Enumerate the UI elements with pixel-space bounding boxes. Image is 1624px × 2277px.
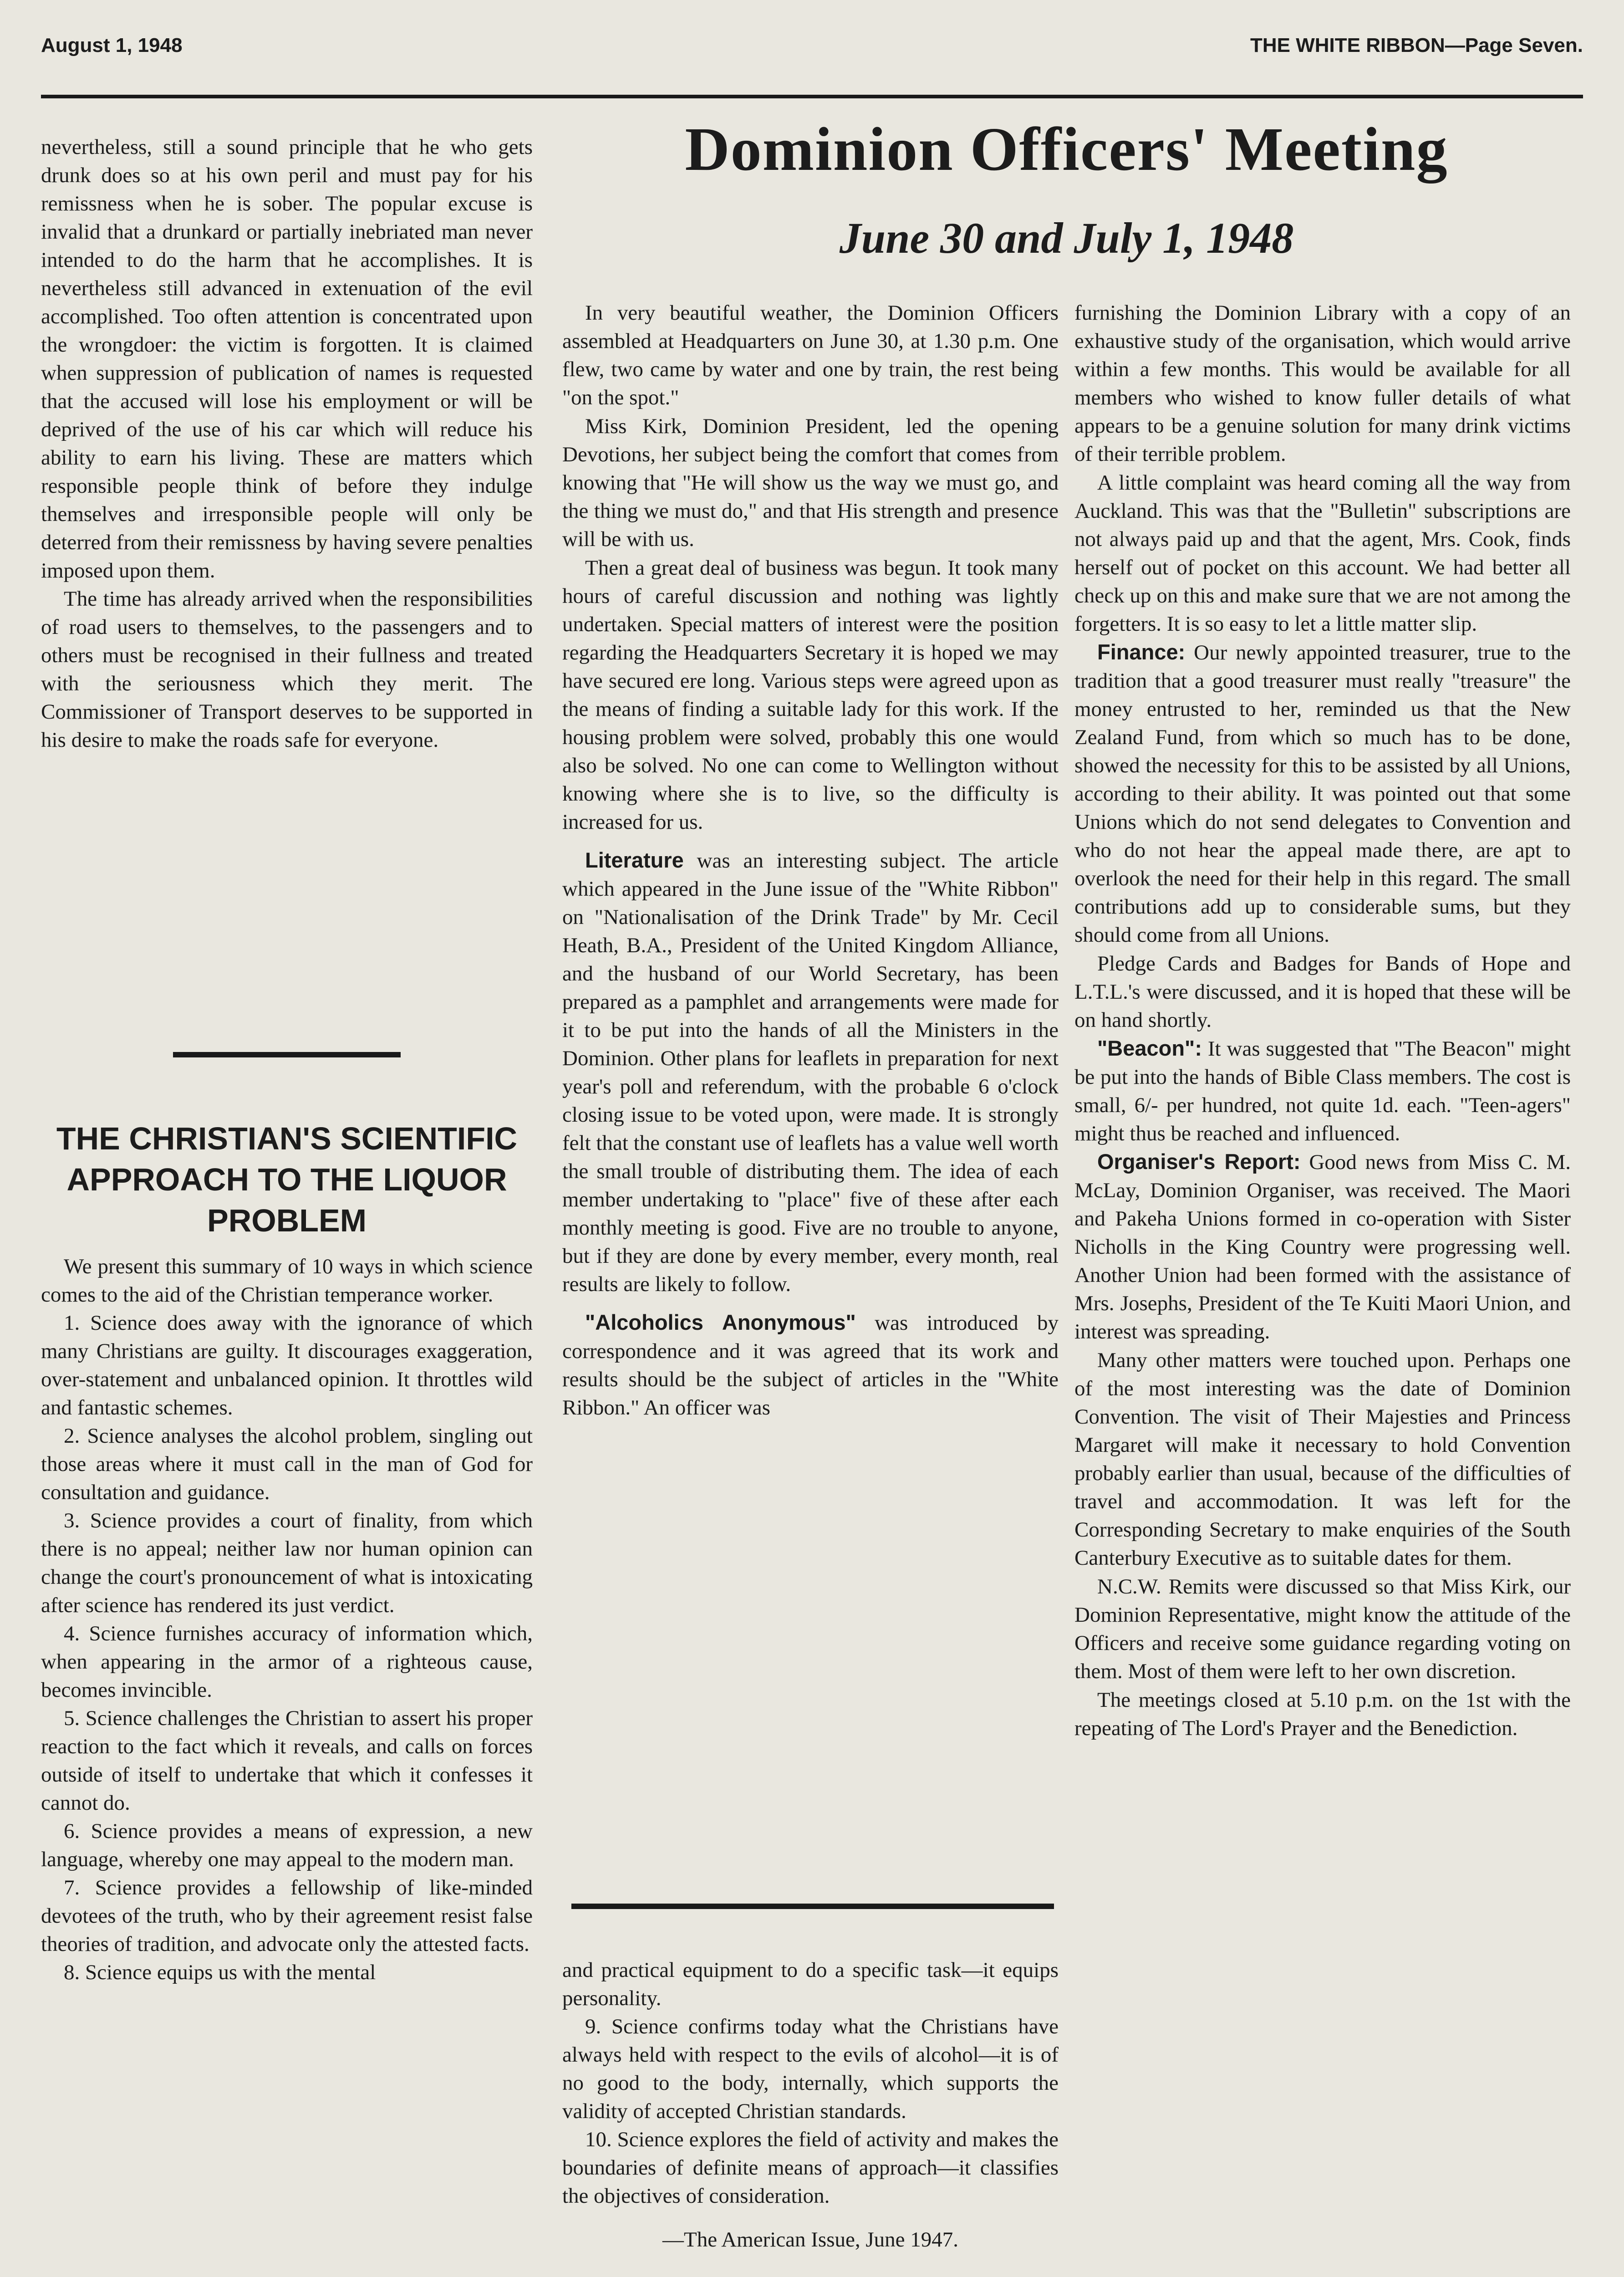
paragraph: 4. Science furnishes accuracy of information which, when appearing in the armor of a righteous cause, becomes invincible. xyxy=(41,1622,533,1702)
paragraph: 8. Science equips us with the mental xyxy=(64,1960,376,1984)
paragraph: 5. Science challenges the Christian to assert his proper reaction to the fact which it reveals, and calls on forces outside of itself to undertake that which it confesses it cannot do. xyxy=(41,1706,533,1815)
paragraph-text: Miss Kirk, Dominion President, led the opening Devotions, her subject being the comfort that comes from knowing that "He will show us the way we must go, and the thing we must do," and that His strength and presence will be with us. xyxy=(562,414,1059,551)
paragraph xyxy=(562,412,1059,553)
paragraph xyxy=(562,553,1059,836)
paragraph: 10. Science explores the field of activity and makes the boundaries of definite means of approach—it classifies the objectives of consideration. xyxy=(562,2128,1059,2208)
paragraph: nevertheless, still a sound principle that he who gets drunk does so at his own peril and must pay for his remissness when he is sober. The popular excuse is invalid that a drunkard or partially inebriated man never intended to do the harm that he accomplishes. It is nevertheless still advanced in extenuation of the evil accomplished. Too often attention is concentrated upon the wrongdoer: the victim is forgotten. It is claimed when suppression of publication of names is requested that the accused will lose his employment or will be deprived of the use of his car which will reduce his ability to earn his living. These are matters which responsible people think of before they indulge themselves and irresponsible people will only be deterred from their remissness by having severe penalties imposed upon them. xyxy=(41,135,533,582)
paragraph: and practical equipment to do a specific task—it equips personality. xyxy=(562,1958,1059,2010)
paragraph xyxy=(562,846,1059,1298)
article-title: Dominion Officers' Meeting xyxy=(685,115,1448,184)
paragraph-lead: Finance: xyxy=(1097,640,1186,664)
issue-date: August 1, 1948 xyxy=(41,34,183,56)
paragraph xyxy=(1074,1148,1571,1346)
paragraph xyxy=(1074,949,1571,1034)
paragraph: 7. Science provides a fellowship of like-minded devotees of the truth, who by their agreement resist false theories of tradition, and advocate only the attested facts. xyxy=(41,1876,533,1956)
column-2-meeting-article xyxy=(562,298,1059,1422)
paragraph-text: A little complaint was heard coming all the way from Auckland. This was that the "Bulletin" subscriptions are not always paid up and that the agent, Mrs. Cook, finds herself out of pocket on this account. We had better all check up on this and make sure that we are not among the forgetters. It is so easy to let a little matter slip. xyxy=(1074,471,1571,636)
paragraph xyxy=(1074,1346,1571,1572)
paragraph: We present this summary of 10 ways in which science comes to the aid of the Christian temperance worker. xyxy=(41,1255,533,1307)
paragraph-text: Good news from Miss C. M. McLay, Dominion Organiser, was received. The Maori and Pakeha Unions formed in co-operation with Sister Nicholls in the King Country were progressing well. Another Union had been formed with the assistance of Mrs. Josephs, President of the Te Kuiti Maori Union, and interest was spreading. xyxy=(1074,1150,1571,1343)
paragraph: 9. Science confirms today what the Christians have always held with respect to the evils of alcohol—it is of no good to the body, internally, which supports the validity of accepted Christian standards. xyxy=(562,2015,1059,2123)
paragraph xyxy=(562,1308,1059,1422)
publication-page-title: THE WHITE RIBBON—Page Seven. xyxy=(1250,34,1583,56)
paragraph xyxy=(1074,298,1571,468)
article-heading: THE CHRISTIAN'S SCIENTIFIC APPROACH TO THE LIQUOR PROBLEM xyxy=(56,1121,518,1238)
paragraph xyxy=(1074,1572,1571,1685)
paragraph: 1. Science does away with the ignorance of which many Christians are guilty. It discourages exaggeration, over-statement and unbalanced opinion. It throttles wild and fantastic schemes. xyxy=(41,1311,533,1419)
paragraph-lead: Organiser's Report: xyxy=(1097,1149,1301,1174)
article-science-column xyxy=(41,1252,533,1986)
paragraph xyxy=(1074,468,1571,638)
paragraph-text: was an interesting subject. The article which appeared in the June issue of the "White Ribbon" on "Nationalisation of the Drink Trade" by Mr. Cecil Heath, B.A., President of the United Kingdom Alliance, and the husband of our World Secretary, has been prepared as a pamphlet and arrangements were made for it to be put into the hands of all the Ministers in the Dominion. Other plans for leaflets in preparation for next year's poll and referendum, with the probable 6 o'clock closing issue to be voted upon, were made. It is strongly felt that the constant use of leaflets has a value well worth the small trouble of distributing them. The idea of each member undertaking to "place" five of these after each monthly meeting is good. Five are no trouble to anyone, but if they are done by every member, every month, real results are likely to follow. xyxy=(562,849,1059,1296)
column-3-meeting-article xyxy=(1074,298,1571,1742)
article-subtitle: June 30 and July 1, 1948 xyxy=(839,214,1294,262)
section-divider xyxy=(571,1904,1054,1909)
paragraph-text: The meetings closed at 5.10 p.m. on the 1st with the repeating of The Lord's Prayer and the Benediction. xyxy=(1074,1688,1571,1740)
paragraph-text: was introduced by correspondence and it was agreed that its work and results should be the subject of articles in the "White Ribbon." An officer was xyxy=(562,1311,1059,1419)
paragraph xyxy=(1074,1685,1571,1742)
paragraph-text: It was suggested that "The Beacon" might be put into the hands of Bible Class members. The cost is small, 6/- per hundred, not quite 1d. each. "Teen-agers" might thus be reached and influenced. xyxy=(1074,1037,1571,1145)
section-divider xyxy=(173,1052,401,1057)
paragraph xyxy=(562,298,1059,412)
paragraph-text: N.C.W. Remits were discussed so that Miss Kirk, our Dominion Representative, might know the attitude of the Officers and receive some guidance regarding voting on them. Most of them were left to her own discretion. xyxy=(1074,1575,1571,1683)
header-rule xyxy=(41,95,1583,98)
paragraph xyxy=(1074,1034,1571,1148)
page-header xyxy=(41,34,1583,84)
article-source: —The American Issue, June 1947. xyxy=(662,2228,958,2251)
paragraph-text: furnishing the Dominion Library with a copy of an exhaustive study of the organisation, which would arrive within a few months. This would be available for all members who wished to know fuller details of what appears to be a genuine solution for many drink victims of their terrible problem. xyxy=(1074,301,1571,466)
column-2-science-continued xyxy=(562,1956,1059,2254)
column-1-continued-article xyxy=(41,133,533,754)
paragraph-text: Then a great deal of business was begun. It took many hours of careful discussion and nothing was lightly undertaken. Special matters of interest were the position regarding the Headquarters Secretary it is hoped we may have secured ere long. Various steps were agreed upon as the means of finding a suitable lady for this work. If the housing problem were solved, probably this one would also be solved. No one can come to Wellington without knowing where she is to live, so the difficulty is increased for us. xyxy=(562,556,1059,834)
paragraph-lead: "Beacon": xyxy=(1097,1036,1202,1060)
paragraph-text: In very beautiful weather, the Dominion Officers assembled at Headquarters on June 30, at 1.30 p.m. One flew, two came by water and one by train, the rest being "on the spot." xyxy=(562,301,1059,409)
paragraph: 3. Science provides a court of finality, from which there is no appeal; neither law nor human opinion can change the court's pronouncement of what is intoxicating after science has rendered its just verdict. xyxy=(41,1509,533,1617)
paragraph-text: Many other matters were touched upon. Perhaps one of the most interesting was the date of Dominion Convention. The visit of Their Majesties and Princess Margaret will make it necessary to hold Convention probably earlier than usual, because of the difficulties of travel and accommodation. It was left for the Corresponding Secretary to make enquiries of the South Canterbury Executive as to suitable dates for them. xyxy=(1074,1348,1571,1570)
paragraph: The time has already arrived when the responsibilities of road users to themselves, to the passengers and to others must be recognised in their fullness and treated with the seriousness which they merit. The Commissioner of Transport deserves to be supported in his desire to make the roads safe for everyone. xyxy=(41,587,533,752)
paragraph-text: Our newly appointed treasurer, true to the tradition that a good treasurer must really "treasure" the money entrusted to her, reminded us that the New Zealand Fund, from which so much has to be done, showed the necessity for this to be assisted by all Unions, according to their ability. It was pointed out that some Unions which do not send delegates to Convention and who do not hear the appeal made there, are apt to overlook the need for their help in this regard. The small contributions add up to considerable sums, but they should come from all Unions. xyxy=(1074,641,1571,947)
paragraph-text: Pledge Cards and Badges for Bands of Hope and L.T.L.'s were discussed, and it is hoped that these will be on hand shortly. xyxy=(1074,952,1571,1032)
paragraph xyxy=(1074,638,1571,949)
paragraph: 6. Science provides a means of expression, a new language, whereby one may appeal to the modern man. xyxy=(41,1819,533,1871)
paragraph-lead: "Alcoholics Anonymous" xyxy=(585,1310,856,1334)
paragraph-lead: Literature xyxy=(585,848,684,872)
paragraph: 2. Science analyses the alcohol problem, singling out those areas where it must call in the man of God for consultation and guidance. xyxy=(41,1424,533,1504)
